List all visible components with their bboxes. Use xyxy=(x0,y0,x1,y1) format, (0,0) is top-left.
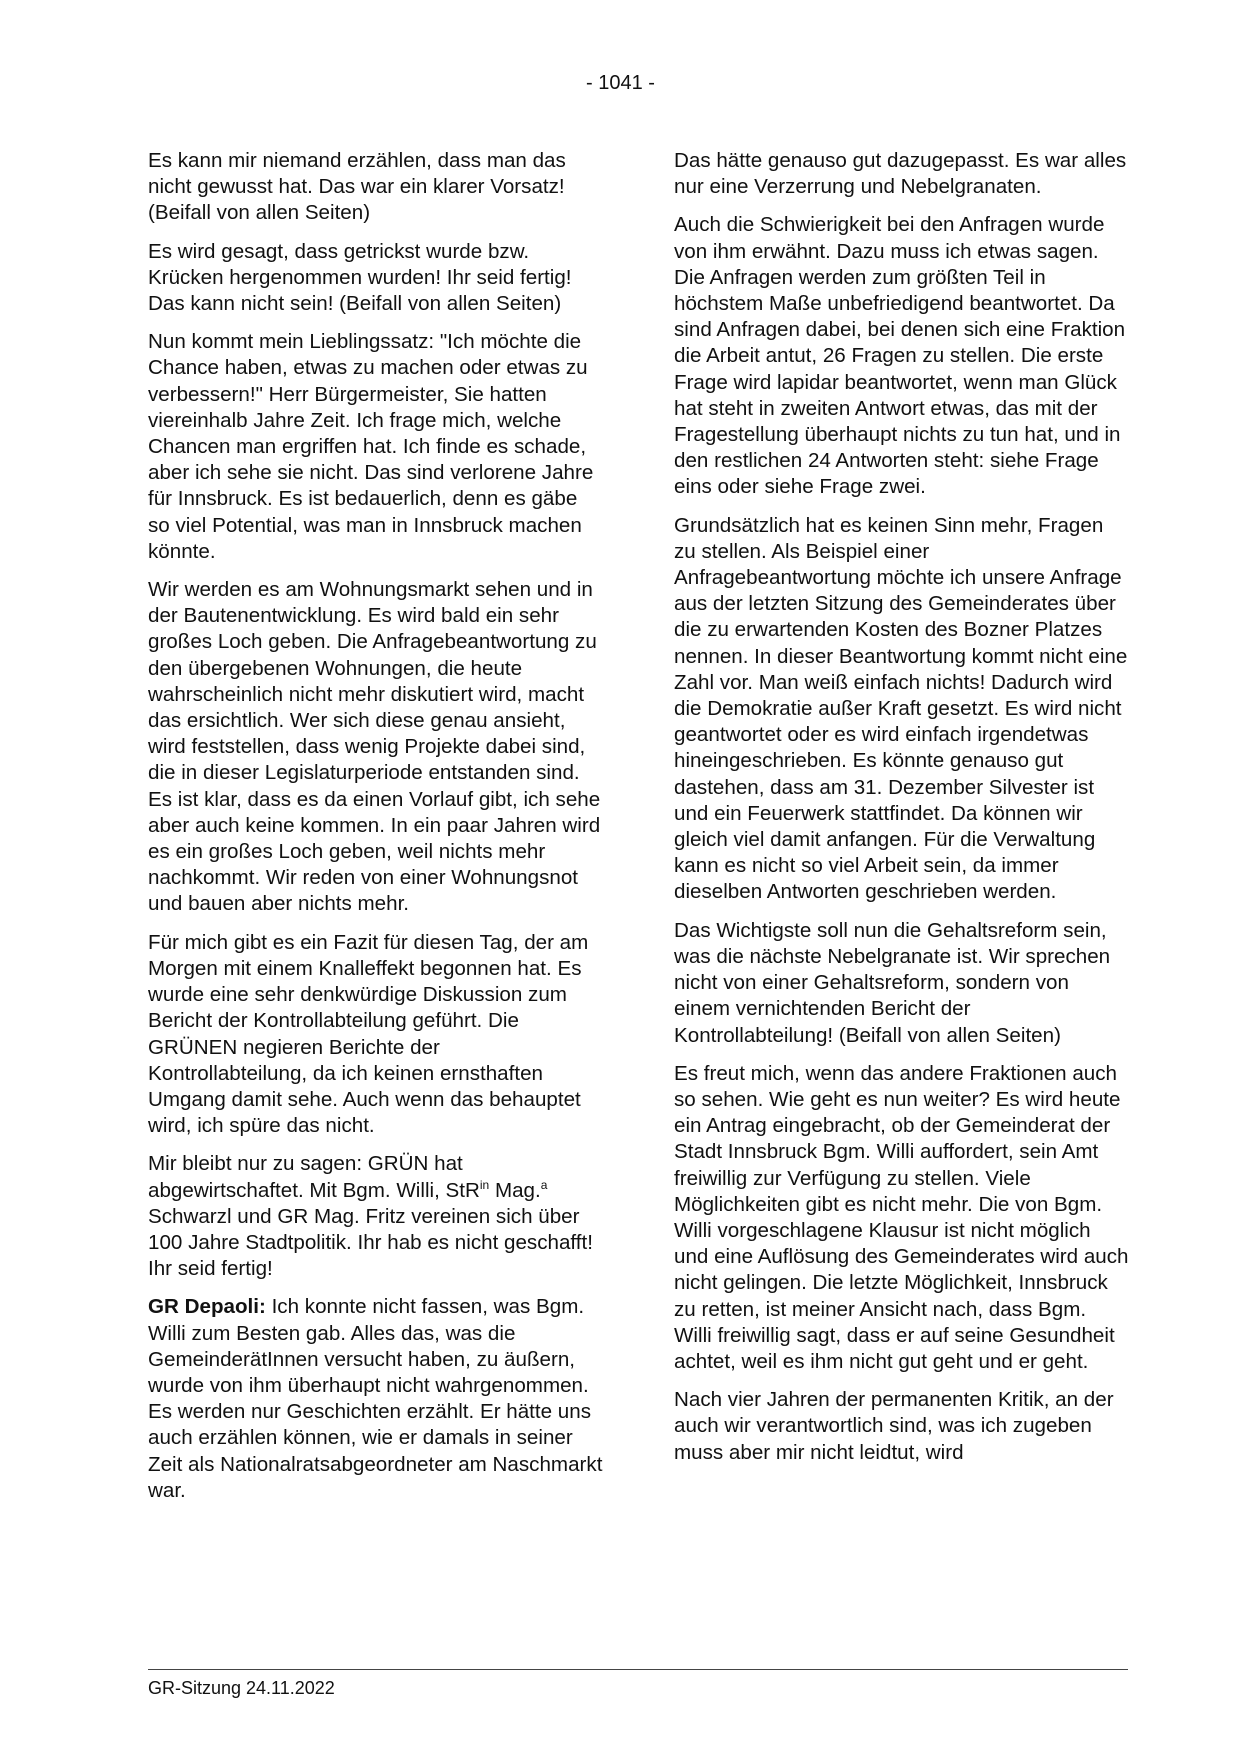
right-column xyxy=(674,148,1129,1478)
footer-text: GR-Sitzung 24.11.2022 xyxy=(148,1678,335,1698)
paragraph: Wir werden es am Wohnungsmarkt sehen und in der Bautenentwicklung. Es wird bald ein sehr großes Loch geben. Die Anfragebeantwortung zu den übergebenen Wohnungen, die heute wahrscheinlich nicht mehr diskutiert wird, macht das ersichtlich. Wer sich diese genau ansieht, wird feststellen, dass wenig Projekte dabei sind, die in dieser Legislaturperiode entstanden sind. Es ist klar, dass es da einen Vorlauf gibt, ich sehe aber auch keine kommen. In ein paar Jahren wird es ein großes Loch geben, weil nichts mehr nachkommt. Wir reden von einer Wohnungsnot und bauen aber nichts mehr. xyxy=(148,578,601,916)
paragraph: Auch die Schwierigkeit bei den Anfragen wurde von ihm erwähnt. Dazu muss ich etwas sagen. Die Anfragen werden zum größten Teil in höchstem Maße unbefriedigend beantwortet. Da sind Anfragen dabei, bei denen sich eine Fraktion die Arbeit antut, 26 Fragen zu stellen. Die erste Frage wird lapidar beantwortet, wenn man Glück hat steht in zweiten Antwort etwas, das mit der Fragestellung überhaupt nichts zu tun hat, und in den restlichen 24 Antworten steht: siehe Frage eins oder siehe Frage zwei. xyxy=(674,213,1126,499)
paragraph: Das hätte genauso gut dazugepasst. Es war alles nur eine Verzerrung und Nebelgranaten. xyxy=(674,149,1127,199)
paragraph: Es freut mich, wenn das andere Fraktionen auch so sehen. Wie geht es nun weiter? Es wird heute ein Antrag eingebracht, ob der Gemeinderat der Stadt Innsbruck Bgm. Willi auffordert, sein Amt freiwillig zur Verfügung zu stellen. Viele Möglichkeiten gibt es nicht mehr. Die von Bgm. Willi vorgeschlagene Klausur ist nicht möglich und eine Auflösung des Gemeinderates wird auch nicht gelingen. Die letzte Möglichkeit, Innsbruck zu retten, ist meiner Ansicht nach, dass Bgm. Willi freiwillig sagt, dass er auf seine Gesundheit achtet, weil es ihm nicht gut geht und er geht. xyxy=(674,1061,1129,1373)
text-segment: Schwarzl und GR Mag. Fritz vereinen sich über 100 Jahre Stadtpolitik. Ihr hab es nicht geschafft! Ihr seid fertig! xyxy=(148,1204,593,1281)
paragraph: Nun kommt mein Lieblingssatz: "Ich möchte die Chance haben, etwas zu machen oder etwas zu verbessern!" Herr Bürgermeister, Sie hatten viereinhalb Jahre Zeit. Ich frage mich, welche Chancen man ergriffen hat. Ich finde es schade, aber ich sehe sie nicht. Das sind verlorene Jahre für Innsbruck. Es ist bedauerlich, denn es gäbe so viel Potential, was man in Innsbruck machen könnte. xyxy=(148,330,594,563)
left-column xyxy=(148,148,603,1516)
text-segment: Mir bleibt nur zu sagen: GRÜN hat abgewirtschaftet. Mit Bgm. Willi, StR xyxy=(148,1152,480,1202)
paragraph: Grundsätzlich hat es keinen Sinn mehr, Fragen zu stellen. Als Beispiel einer Anfragebeantwortung möchte ich unsere Anfrage aus der letzten Sitzung des Gemeinderates über die zu erwartenden Kosten des Bozner Platzes nennen. In dieser Beantwortung kommt nicht eine Zahl vor. Man weiß einfach nichts! Dadurch wird die Demokratie außer Kraft gesetzt. Es wird nicht geantwortet oder es wird einfach irgendetwas hineingeschrieben. Es könnte genauso gut dastehen, dass am 31. Dezember Silvester ist und ein Feuerwerk stattfindet. Da können wir gleich viel damit anfangen. Für die Verwaltung kann es nicht so viel Arbeit sein, da immer dieselben Antworten geschrieben werden. xyxy=(674,513,1128,904)
speaker-name: GR Depaoli: xyxy=(148,1295,266,1319)
footer-divider xyxy=(148,1669,1128,1670)
text-segment: Mag. xyxy=(489,1178,541,1202)
paragraph: Es kann mir niemand erzählen, dass man das nicht gewusst hat. Das war ein klarer Vorsatz! (Beifall von allen Seiten) xyxy=(148,149,566,225)
superscript: in xyxy=(479,1177,490,1192)
paragraph xyxy=(148,1151,603,1282)
paragraph: Das Wichtigste soll nun die Gehaltsreform sein, was die nächste Nebelgranate ist. Wir sprechen nicht von einer Gehaltsreform, sondern von einem vernichtenden Bericht der Kontrollabteilung! (Beifall von allen Seiten) xyxy=(674,918,1111,1047)
paragraph: Es wird gesagt, dass getrickst wurde bzw. Krücken hergenommen wurden! Ihr seid fertig! Das kann nicht sein! (Beifall von allen Seiten) xyxy=(148,239,572,316)
superscript: a xyxy=(540,1177,548,1192)
speech-text: Ich konnte nicht fassen, was Bgm. Willi zum Besten gab. Alles das, was die GemeinderätInnen versucht haben, zu äußern, wurde von ihm überhaupt nicht wahrgenommen. Es werden nur Geschichten erzählt. Er hätte uns auch erzählen können, wie er damals in seiner Zeit als Nationalratsabgeordneter am Naschmarkt war. xyxy=(148,1295,603,1502)
paragraph: Für mich gibt es ein Fazit für diesen Tag, der am Morgen mit einem Knalleffekt begonnen hat. Es wurde eine sehr denkwürdige Diskussion zum Bericht der Kontrollabteilung geführt. Die GRÜNEN negieren Berichte der Kontrollabteilung, da ich keinen ernsthaften Umgang damit sehe. Auch wenn das behauptet wird, ich spüre das nicht. xyxy=(148,930,589,1138)
page-number: - 1041 - xyxy=(586,72,655,94)
paragraph xyxy=(148,1294,603,1504)
paragraph: Nach vier Jahren der permanenten Kritik, an der auch wir verantwortlich sind, was ich zugeben muss aber mir nicht leidtut, wird xyxy=(674,1388,1114,1464)
